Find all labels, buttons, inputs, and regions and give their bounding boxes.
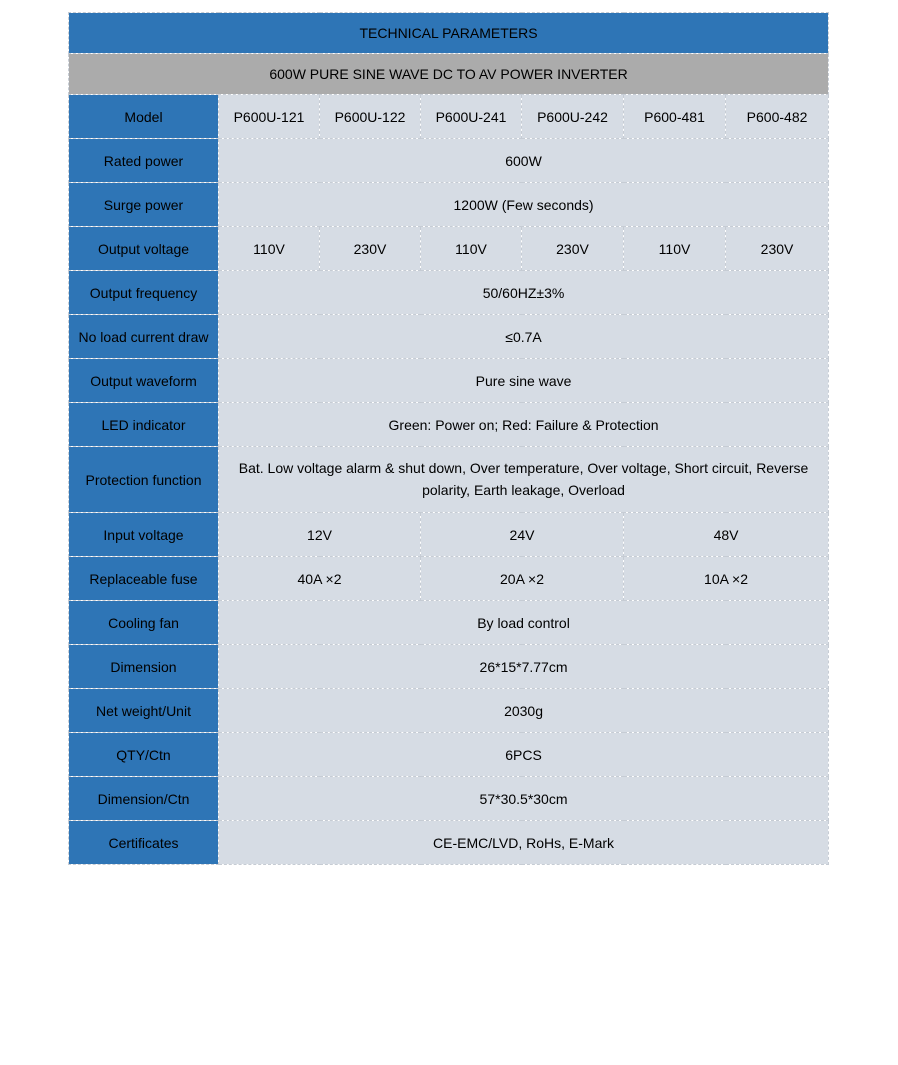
table-row-rated-power — [69, 139, 829, 183]
cell-value: 110V — [421, 227, 522, 271]
row-label: Rated power — [69, 139, 219, 183]
row-label: Output voltage — [69, 227, 219, 271]
row-label: Cooling fan — [69, 601, 219, 645]
cell-value: 230V — [320, 227, 421, 271]
cell-value: 110V — [624, 227, 726, 271]
row-label: Output waveform — [69, 359, 219, 403]
cell-value: Green: Power on; Red: Failure & Protection — [219, 403, 829, 447]
row-label: No load current draw — [69, 315, 219, 359]
cell-value: Pure sine wave — [219, 359, 829, 403]
table-subtitle-row — [69, 54, 829, 95]
row-label: Output frequency — [69, 271, 219, 315]
cell-value: P600-481 — [624, 95, 726, 139]
cell-value: P600U-242 — [522, 95, 624, 139]
cell-value: 2030g — [219, 689, 829, 733]
row-label: Dimension/Ctn — [69, 777, 219, 821]
table-row-dimension — [69, 645, 829, 689]
table-row-no-load-current-draw — [69, 315, 829, 359]
cell-value: Bat. Low voltage alarm & shut down, Over temperature, Over voltage, Short circuit, Reverse polarity, Earth leakage, Overload — [219, 447, 829, 513]
cell-value: P600U-121 — [219, 95, 320, 139]
table-row-protection-function — [69, 447, 829, 513]
cell-value: 600W — [219, 139, 829, 183]
table-row-certificates — [69, 821, 829, 865]
row-label: Surge power — [69, 183, 219, 227]
cell-value: 48V — [624, 513, 829, 557]
table-row-input-voltage — [69, 513, 829, 557]
row-label: Certificates — [69, 821, 219, 865]
cell-value: P600-482 — [726, 95, 829, 139]
cell-value: CE-EMC/LVD, RoHs, E-Mark — [219, 821, 829, 865]
cell-value: 12V — [219, 513, 421, 557]
cell-value: P600U-241 — [421, 95, 522, 139]
cell-value: 230V — [726, 227, 829, 271]
table-row-replaceable-fuse — [69, 557, 829, 601]
cell-value: 110V — [219, 227, 320, 271]
cell-value: P600U-122 — [320, 95, 421, 139]
table-row-dimension-ctn — [69, 777, 829, 821]
table-row-output-voltage — [69, 227, 829, 271]
table-row-qty-ctn — [69, 733, 829, 777]
cell-value: 230V — [522, 227, 624, 271]
row-label: Input voltage — [69, 513, 219, 557]
row-label: LED indicator — [69, 403, 219, 447]
table-row-cooling-fan — [69, 601, 829, 645]
table-row-surge-power — [69, 183, 829, 227]
table-subtitle: 600W PURE SINE WAVE DC TO AV POWER INVERTER — [69, 54, 829, 95]
table-row-net-weight-unit — [69, 689, 829, 733]
table-row-output-waveform — [69, 359, 829, 403]
table-row-model — [69, 95, 829, 139]
table-title: TECHNICAL PARAMETERS — [69, 13, 829, 54]
table-row-led-indicator — [69, 403, 829, 447]
technical-parameters-table — [68, 12, 829, 865]
cell-value: 20A ×2 — [421, 557, 624, 601]
row-label: Model — [69, 95, 219, 139]
row-label: Net weight/Unit — [69, 689, 219, 733]
table-row-output-frequency — [69, 271, 829, 315]
table-title-row — [69, 13, 829, 54]
cell-value: 26*15*7.77cm — [219, 645, 829, 689]
row-label: Dimension — [69, 645, 219, 689]
cell-value: 50/60HZ±3% — [219, 271, 829, 315]
row-label: Replaceable fuse — [69, 557, 219, 601]
cell-value: By load control — [219, 601, 829, 645]
cell-value: 40A ×2 — [219, 557, 421, 601]
cell-value: 24V — [421, 513, 624, 557]
row-label: QTY/Ctn — [69, 733, 219, 777]
cell-value: 10A ×2 — [624, 557, 829, 601]
cell-value: 57*30.5*30cm — [219, 777, 829, 821]
cell-value: ≤0.7A — [219, 315, 829, 359]
row-label: Protection function — [69, 447, 219, 513]
cell-value: 6PCS — [219, 733, 829, 777]
cell-value: 1200W (Few seconds) — [219, 183, 829, 227]
